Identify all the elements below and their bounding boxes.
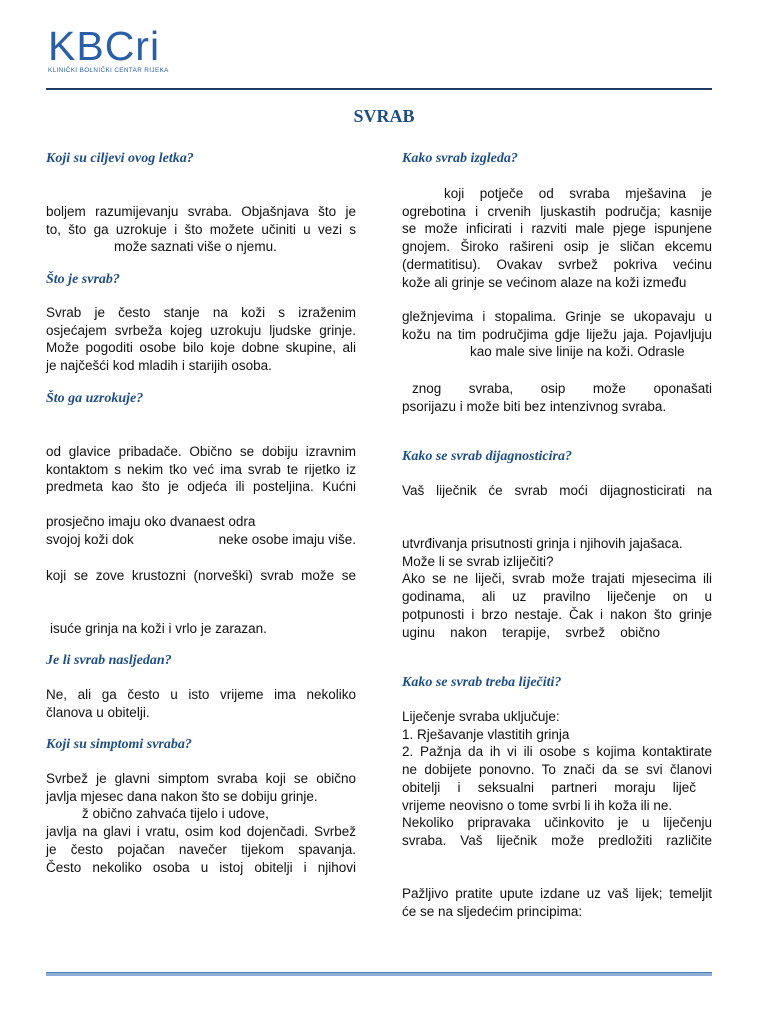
heading-hereditary: Je li svrab nasljedan?: [46, 653, 172, 668]
logo-subtitle: KLINIČKI BOLNIČKI CENTAR RIJEKA: [48, 67, 169, 74]
paragraph-symptoms: Svrbež je glavni simptom svraba koji se obično javlja mjesec dana nakon što se dobiju grinje. ž obično zahvaća tijelo i udove, javlja na glavi i vratu, osim kod dojenčadi. Svrbež je često pojačan navečer tijekom spavanja. Često nekoliko osoba u istoj obitelji i njihovi: [46, 771, 356, 875]
footer-divider: [46, 972, 712, 976]
paragraph-causes-d: isuće grinja na koži i vrlo je zarazan.: [50, 621, 267, 636]
heading-treatment: Kako se svrab treba liječiti?: [402, 675, 562, 690]
hospital-logo: [48, 23, 198, 76]
heading-appearance: Kako svrab izgleda?: [402, 151, 518, 166]
paragraph-causes-c: koji se zove krustozni (norveški) svrab može se: [46, 568, 356, 583]
heading-symptoms: Koji su simptomi svraba?: [46, 737, 192, 752]
paragraph-aims: boljem razumijevanju svraba. Objašnjava što je to, što ga uzrokuje i što možete učiniti u vezi s može saznati više o njemu.: [46, 204, 356, 255]
paragraph-treatment: Liječenje svraba uključuje: 1. Rješavanje vlastitih grinja 2. Pažnja da ih vi ili osobe s kojima kontaktirate ne dobijete ponovno. To znači da se svi članovi obitelji i seksualni partneri moraju liječ vrijeme neovisno o tome svrbi li ih koža ili ne. Nekoliko pripravaka učinkovito je u liječenju svraba. Vaš liječnik može predložiti različite: [402, 709, 712, 848]
heading-causes: Što ga uzrokuje?: [46, 391, 144, 406]
paragraph-instructions: Pažljivo pratite upute izdane uz vaš lijek; temeljit će se na sljedećim principima:: [402, 886, 712, 919]
paragraph-appearance-b: gležnjevima i stopalima. Grinje se ukopavaju u kožu na tim područjima gdje liježu jaja. Pojavljuju kao male sive linije na koži. Odrasle: [402, 309, 712, 360]
paragraph-causes-a: od glavice pribadače. Obično se dobiju izravnim kontaktom s nekim tko već ima svrab te rijetko iz predmeta kao što je odjeća ili posteljina. Kućni: [46, 444, 356, 495]
header-divider: [46, 88, 712, 90]
heading-what-is: Što je svrab?: [46, 272, 120, 287]
paragraph-what-is: Svrab je često stanje na koži s izraženim osjećajem svrbeža kojeg uzrokuju ljudske grinje. Može pogoditi osobe bilo koje dobne skupine, ali je najčešći kod mladih i starijih osoba.: [46, 305, 356, 374]
page-title: SVRAB: [353, 106, 415, 126]
paragraph-hereditary: Ne, ali ga često u isto vrijeme ima nekoliko članova u obitelji.: [46, 687, 356, 720]
heading-aims: Koji su ciljevi ovog letka?: [46, 151, 194, 166]
paragraph-appearance-c: znog svraba, osip može oponašati psorijazu i može biti bez intenzivnog svraba.: [402, 381, 712, 414]
logo-text: KBCri: [48, 23, 161, 69]
paragraph-appearance: koji potječe od svraba mješavina je ogrebotina i crvenih ljuskastih područja; kasnije se može inficirati i razviti male pjege ispunjene gnojem. Široko rašireni osip je sličan ekcemu (dermatitisu). Ovakav svrbež pokriva većinu kože ali grinje se većinom alaze na koži između: [402, 186, 712, 290]
heading-diagnosis: Kako se svrab dijagnosticira?: [402, 449, 572, 464]
paragraph-cure: utvrđivanja prisutnosti grinja i njihovih jajašaca. Može li se svrab izliječiti? Ako se ne liječi, svrab može trajati mjesecima ili godinama, ali uz pravilno liječenje on u potpunosti i brzo nestaje. Čak i nakon što grinje uginu nakon terapije, svrbež obično: [402, 536, 712, 640]
paragraph-diagnosis: Vaš liječnik će svrab moći dijagnosticirati na: [402, 483, 712, 498]
paragraph-causes-b: prosječno imaju oko dvanaest odra svojoj koži dok neke osobe imaju više.: [46, 514, 356, 547]
